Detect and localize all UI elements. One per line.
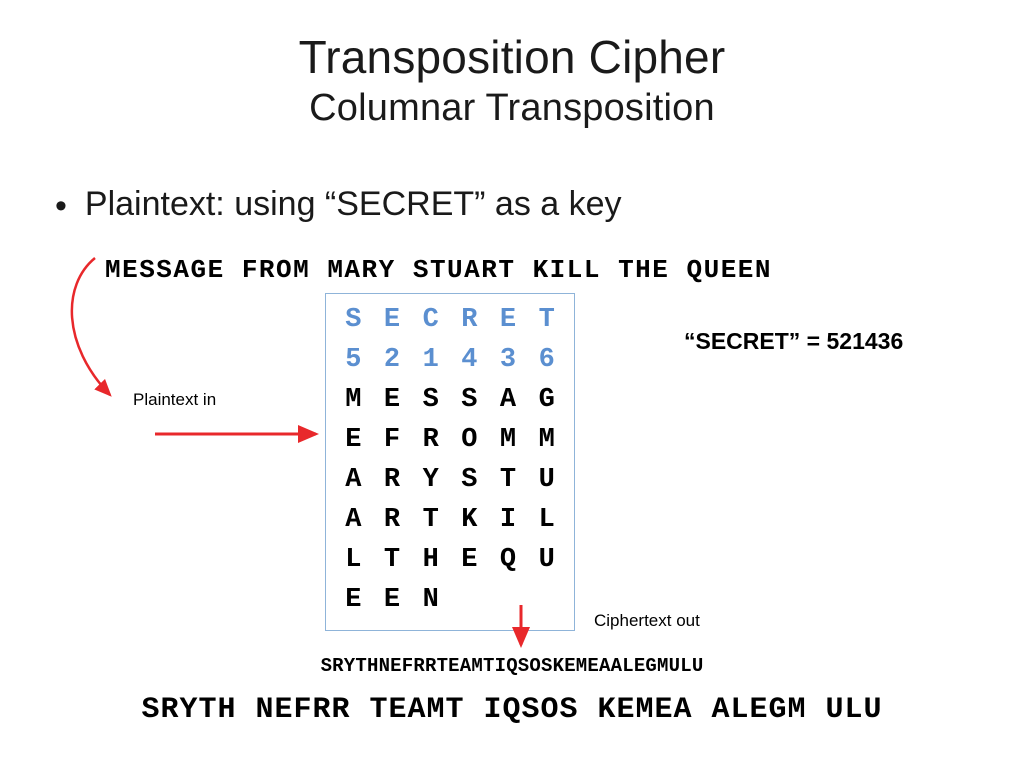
page-title (0, 30, 1024, 133)
grid-cell: A (345, 465, 362, 495)
title-line-2: Columnar Transposition (309, 87, 715, 130)
grid-cell: R (461, 305, 478, 335)
grid-cell: R (422, 425, 439, 455)
grid-cell: M (499, 425, 517, 455)
grid-cell: E (345, 425, 362, 455)
grid-cell: E (383, 385, 401, 415)
grid-cell: U (538, 465, 555, 495)
bullet-label: Plaintext: using “SECRET” as a key (84, 185, 622, 223)
grid-row (334, 420, 566, 460)
grid-cell: N (422, 585, 439, 615)
grid-cell: 1 (422, 345, 439, 375)
grid-cell: O (461, 425, 478, 455)
grid-cell: T (499, 465, 517, 495)
grid-cell: Y (422, 465, 439, 495)
grid-cell: K (461, 505, 478, 535)
grid-cell: H (422, 545, 439, 575)
plaintext-in-label: Plaintext in (133, 390, 217, 409)
grid-cell: 6 (538, 345, 555, 375)
grid-cell: T (422, 505, 439, 535)
grid-cell: E (383, 585, 401, 615)
grid-cell: E (345, 585, 362, 615)
grid-cell: S (461, 385, 478, 415)
grid-cell: S (422, 385, 439, 415)
grid-cell: Q (499, 545, 517, 575)
grid-row (334, 460, 566, 500)
grid-row (334, 500, 566, 540)
grid-cell: S (345, 305, 362, 335)
grid-cell: E (383, 305, 401, 335)
grid-cell: L (538, 505, 555, 535)
grid-cell: C (422, 305, 439, 335)
grid-cell: G (538, 385, 555, 415)
bullet-item (55, 185, 622, 224)
grid-cell: L (345, 545, 362, 575)
grid-cell: E (461, 545, 478, 575)
grid-cell: A (499, 385, 517, 415)
transposition-grid (334, 300, 566, 620)
grid-row-key-numbers (334, 340, 566, 380)
grid-cell: F (383, 425, 401, 455)
grid-cell: S (461, 465, 478, 495)
key-number-note: “SECRET” = 521436 (684, 328, 904, 354)
grid-cell: R (383, 505, 401, 535)
ciphertext-compact: SRYTHNEFRRTEAMTIQSOSKEMEAALEGMULU (320, 655, 704, 677)
grid-row (334, 380, 566, 420)
grid-cell: M (538, 425, 555, 455)
grid-row-key-letters (334, 300, 566, 340)
grid-cell: U (538, 545, 555, 575)
grid-cell: 5 (345, 345, 362, 375)
grid-row (334, 580, 566, 620)
grid-cell: A (345, 505, 362, 535)
grid-cell: T (383, 545, 401, 575)
grid-row (334, 540, 566, 580)
grid-cell: M (345, 385, 362, 415)
grid-cell: 2 (383, 345, 401, 375)
grid-cell: I (499, 505, 517, 535)
ciphertext-spaced: SRYTH NEFRR TEAMT IQSOS KEMEA ALEGM ULU (141, 693, 883, 727)
grid-cell: R (383, 465, 401, 495)
ciphertext-out-label: Ciphertext out (594, 611, 700, 630)
grid-cell: 3 (499, 345, 517, 375)
grid-cell: 4 (461, 345, 478, 375)
bullet-marker: • (55, 187, 67, 225)
grid-cell: E (499, 305, 517, 335)
plaintext-message: MESSAGE FROM MARY STUART KILL THE QUEEN (105, 255, 772, 285)
grid-cell: T (538, 305, 555, 335)
title-line-1: Transposition Cipher (298, 31, 726, 83)
